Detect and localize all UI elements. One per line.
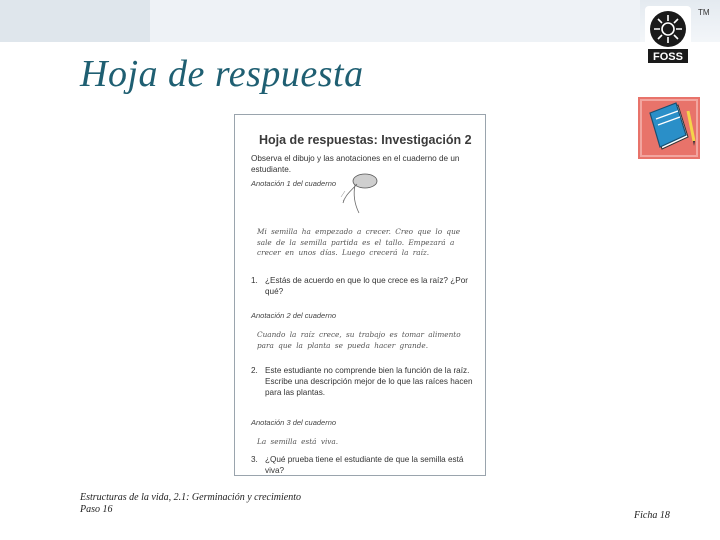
annotation-3-text: La semilla está viva.	[257, 437, 339, 446]
question-3-text: ¿Qué prueba tiene el estudiante de que la semilla está viva?	[265, 455, 464, 475]
question-2-text: Este estudiante no comprende bien la función de la raíz. Escribe una descripción mejor de lo que las raíces hacen para las plantas.	[265, 366, 473, 397]
annotation-3-label: Anotación 3 del cuaderno	[251, 418, 337, 427]
question-3-number: 3.	[251, 455, 258, 464]
footer-source-line2: Paso 16	[80, 504, 113, 515]
notebook-icon	[638, 97, 700, 159]
question-1	[251, 275, 479, 297]
question-2-number: 2.	[251, 366, 258, 375]
annotation-1-label: Anotación 1 del cuaderno	[251, 179, 337, 188]
annotation-1-text: Mi semilla ha empezado a crecer. Creo que lo que sale de la semilla partida es el tallo. Empezará a crecer en unos días. Luego crecerá la raíz.	[257, 227, 461, 257]
annotation-2-label: Anotación 2 del cuaderno	[251, 311, 337, 320]
answer-sheet-image	[234, 114, 486, 476]
sheet-intro: Observa el dibujo y las anotaciones en el cuaderno de un estudiante.	[251, 154, 460, 174]
foss-logo	[645, 6, 691, 66]
trademark: TM	[698, 8, 710, 17]
footer-sheet-number: Ficha 18	[634, 510, 670, 521]
footer-source-line1: Estructuras de la vida, 2.1: Germinación y crecimiento	[80, 492, 301, 503]
footer-source	[80, 492, 301, 516]
question-3	[251, 454, 479, 476]
page-title: Hoja de respuesta	[80, 53, 364, 95]
band-tab	[150, 0, 640, 42]
question-2	[251, 365, 479, 398]
band-tab	[0, 0, 150, 42]
foss-logo-icon	[645, 6, 691, 66]
sheet-title: Hoja de respuestas: Investigación 2	[259, 133, 472, 147]
question-1-number: 1.	[251, 276, 258, 285]
logo-text: FOSS	[653, 51, 683, 63]
top-band	[0, 0, 720, 42]
seed-drawing-icon	[339, 167, 379, 217]
question-1-text: ¿Estás de acuerdo en que lo que crece es la raíz? ¿Por qué?	[265, 276, 468, 296]
annotation-2-text: Cuando la raíz crece, su trabajo es tomar alimento para que la planta se pueda hacer grande.	[257, 330, 461, 350]
